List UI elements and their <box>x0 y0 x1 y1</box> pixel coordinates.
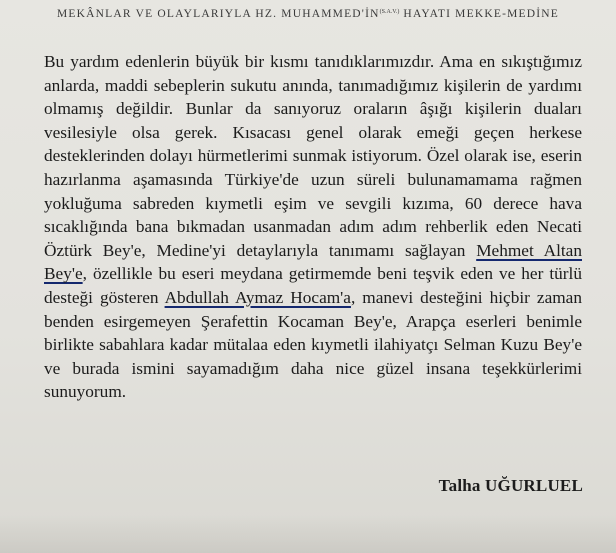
header-superscript: (S.A.V.) <box>379 9 400 15</box>
paragraph-text-2: , özellikle bu eseri meydana getirmemde beni teşvik eden ve her türlü desteği gösteren <box>44 264 582 307</box>
paragraph-text-1: Bu yardım edenlerin büyük bir kısmı tanıdıklarımızdır. Ama en sıkıştığımız anlarda, maddi sebeplerin sukutu anında, tanımadığımız kişilerin de yardımı olmamış değildir. Bunlar da sanıyoruz oraların âşığı kişilerin duaları vesilesiyle olsa gerek. Kısacası genel olarak emeği geçen herkese desteklerinden dolayı hürmetlerimi sunmak istiyorum. Özel olarak ise, eserin hazırlanma aşamasında Türkiye'de uzun süreli bulunamamama rağmen yokluğuma sabreden kıymetli eşim ve sevgili kızıma, 60 derece hava sıcaklığında bana bıkmadan usanmadan adım adım rehberlik eden Necati Öztürk Bey'e, Medine'yi detaylarıyla tanımamı sağlayan <box>44 52 582 260</box>
underlined-name-1: Mehmet Altan Bey'e <box>44 240 582 284</box>
page-shadow <box>0 515 616 553</box>
acknowledgment-paragraph <box>44 50 582 404</box>
paragraph-text-3: , manevi desteğini hiçbir zaman benden esirgemeyen Şerafettin Kocaman Bey'e, Arapça eserleri benimle birlikte sabahlara kadar mütalaa eden kıymetli ilahiyatçı Selman Kuzu Bey'e ve burada ismini sayamadığım daha nice güzel insana teşekkürlerimi sunuyorum. <box>44 287 582 402</box>
author-signature: Talha UĞURLUEL <box>438 476 583 495</box>
header-title-start: MEKÂNLAR VE OLAYLARIYLA HZ. MUHAMMED'İN <box>56 8 380 20</box>
underlined-name-2: Abdullah Aymaz Hocam'a <box>164 287 351 307</box>
header-title-end: HAYATI MEKKE-MEDİNE <box>399 8 560 20</box>
running-header <box>0 8 616 20</box>
